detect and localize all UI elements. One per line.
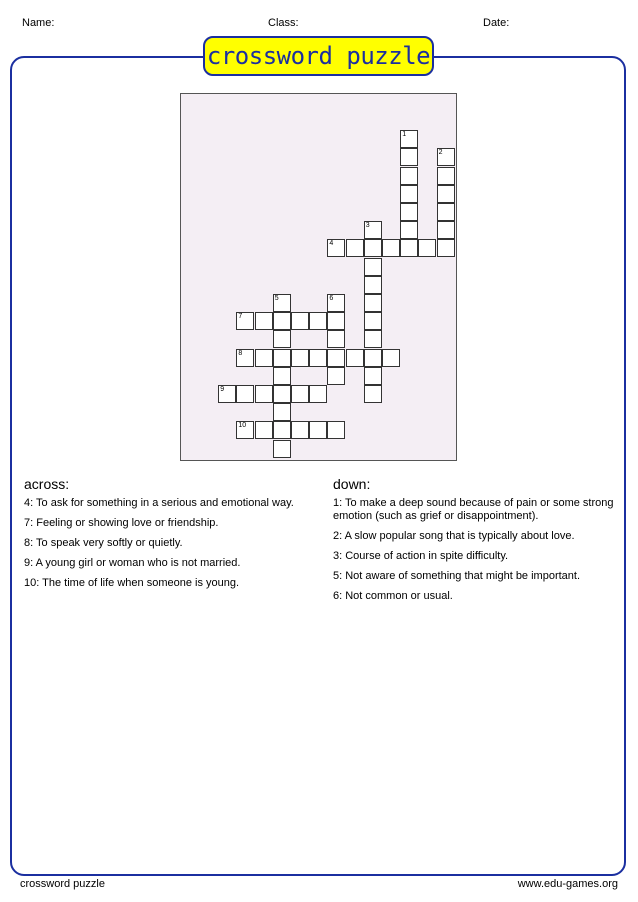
crossword-grid [180, 93, 457, 461]
grid-cell[interactable] [236, 385, 254, 403]
clue-number: 3 [365, 222, 370, 230]
across-clue: 9: A young girl or woman who is not married. [24, 557, 241, 569]
grid-cell[interactable] [400, 167, 418, 185]
grid-cell[interactable] [437, 185, 455, 203]
grid-cell[interactable] [327, 239, 345, 257]
grid-cell[interactable] [327, 294, 345, 312]
footer-right: www.edu-games.org [517, 878, 618, 890]
grid-cell[interactable] [364, 294, 382, 312]
grid-cell[interactable] [273, 421, 291, 439]
across-clue: 10: The time of life when someone is young. [24, 577, 240, 589]
grid-cell[interactable] [273, 330, 291, 348]
title-banner [203, 36, 434, 76]
grid-cell[interactable] [364, 367, 382, 385]
grid-cell[interactable] [327, 367, 345, 385]
grid-cell[interactable] [255, 421, 273, 439]
grid-cell[interactable] [273, 385, 291, 403]
grid-cell[interactable] [273, 312, 291, 330]
grid-cell[interactable] [255, 385, 273, 403]
clue-number: 7 [238, 313, 243, 321]
grid-cell[interactable] [236, 312, 254, 330]
grid-cell[interactable] [437, 221, 455, 239]
down-clues [333, 497, 623, 610]
grid-cell[interactable] [400, 130, 418, 148]
grid-cell[interactable] [382, 239, 400, 257]
grid-cell[interactable] [236, 349, 254, 367]
down-clue: 2: A slow popular song that is typically about love. [333, 530, 575, 542]
class-label: Class: [268, 17, 299, 29]
grid-cell[interactable] [236, 421, 254, 439]
grid-cell[interactable] [291, 349, 309, 367]
across-clue: 4: To ask for something in a serious and emotional way. [24, 497, 294, 509]
across-clue: 7: Feeling or showing love or friendship. [24, 517, 219, 529]
name-label: Name: [22, 17, 55, 29]
grid-cell[interactable] [273, 294, 291, 312]
grid-cell[interactable] [364, 239, 382, 257]
grid-cell[interactable] [218, 385, 236, 403]
clue-number: 8 [238, 349, 243, 357]
grid-cell[interactable] [273, 349, 291, 367]
grid-cell[interactable] [346, 239, 364, 257]
grid-cell[interactable] [437, 203, 455, 221]
clue-number: 1 [402, 131, 407, 139]
grid-cell[interactable] [418, 239, 436, 257]
grid-cell[interactable] [309, 385, 327, 403]
grid-cell[interactable] [437, 167, 455, 185]
clue-number: 4 [329, 240, 334, 248]
grid-cell[interactable] [437, 148, 455, 166]
grid-cell[interactable] [364, 330, 382, 348]
grid-cell[interactable] [273, 440, 291, 458]
clue-number: 5 [274, 295, 279, 302]
footer-left: crossword puzzle [20, 878, 105, 890]
grid-cell[interactable] [364, 385, 382, 403]
clue-number: 10 [238, 422, 247, 430]
grid-cell[interactable] [273, 367, 291, 385]
across-clues [24, 497, 314, 597]
grid-cell[interactable] [400, 239, 418, 257]
grid-cell[interactable] [309, 312, 327, 330]
grid-cell[interactable] [327, 421, 345, 439]
grid-cell[interactable] [364, 221, 382, 239]
page-title: crossword puzzle [206, 42, 431, 70]
across-clue: 8: To speak very softly or quietly. [24, 537, 183, 549]
grid-cell[interactable] [291, 312, 309, 330]
date-label: Date: [483, 17, 510, 29]
grid-cell[interactable] [327, 312, 345, 330]
clue-number: 9 [220, 386, 225, 393]
grid-cell[interactable] [291, 385, 309, 403]
grid-cell[interactable] [364, 258, 382, 276]
down-clue: 5: Not aware of something that might be important. [333, 570, 581, 582]
grid-cell[interactable] [327, 330, 345, 348]
grid-cell[interactable] [309, 421, 327, 439]
grid-cell[interactable] [400, 221, 418, 239]
grid-cell[interactable] [364, 312, 382, 330]
grid-cell[interactable] [309, 349, 327, 367]
grid-cell[interactable] [437, 239, 455, 257]
grid-cell[interactable] [364, 349, 382, 367]
grid-cell[interactable] [400, 148, 418, 166]
down-clue: 1: To make a deep sound because of pain or some strong emotion (such as grief or disappointment). [333, 497, 614, 522]
grid-cell[interactable] [400, 185, 418, 203]
grid-cell[interactable] [273, 403, 291, 421]
down-clue: 3: Course of action in spite difficulty. [333, 550, 509, 562]
grid-cell[interactable] [255, 349, 273, 367]
grid-cell[interactable] [255, 312, 273, 330]
grid-cell[interactable] [382, 349, 400, 367]
grid-cell[interactable] [364, 276, 382, 294]
grid-cell[interactable] [346, 349, 364, 367]
grid-cell[interactable] [327, 349, 345, 367]
clue-number: 2 [438, 149, 443, 157]
down-title: down: [333, 476, 371, 492]
down-clue: 6: Not common or usual. [333, 590, 453, 602]
grid-cell[interactable] [400, 203, 418, 221]
across-title: across: [24, 476, 70, 492]
grid-cell[interactable] [291, 421, 309, 439]
clue-number: 6 [329, 295, 334, 302]
